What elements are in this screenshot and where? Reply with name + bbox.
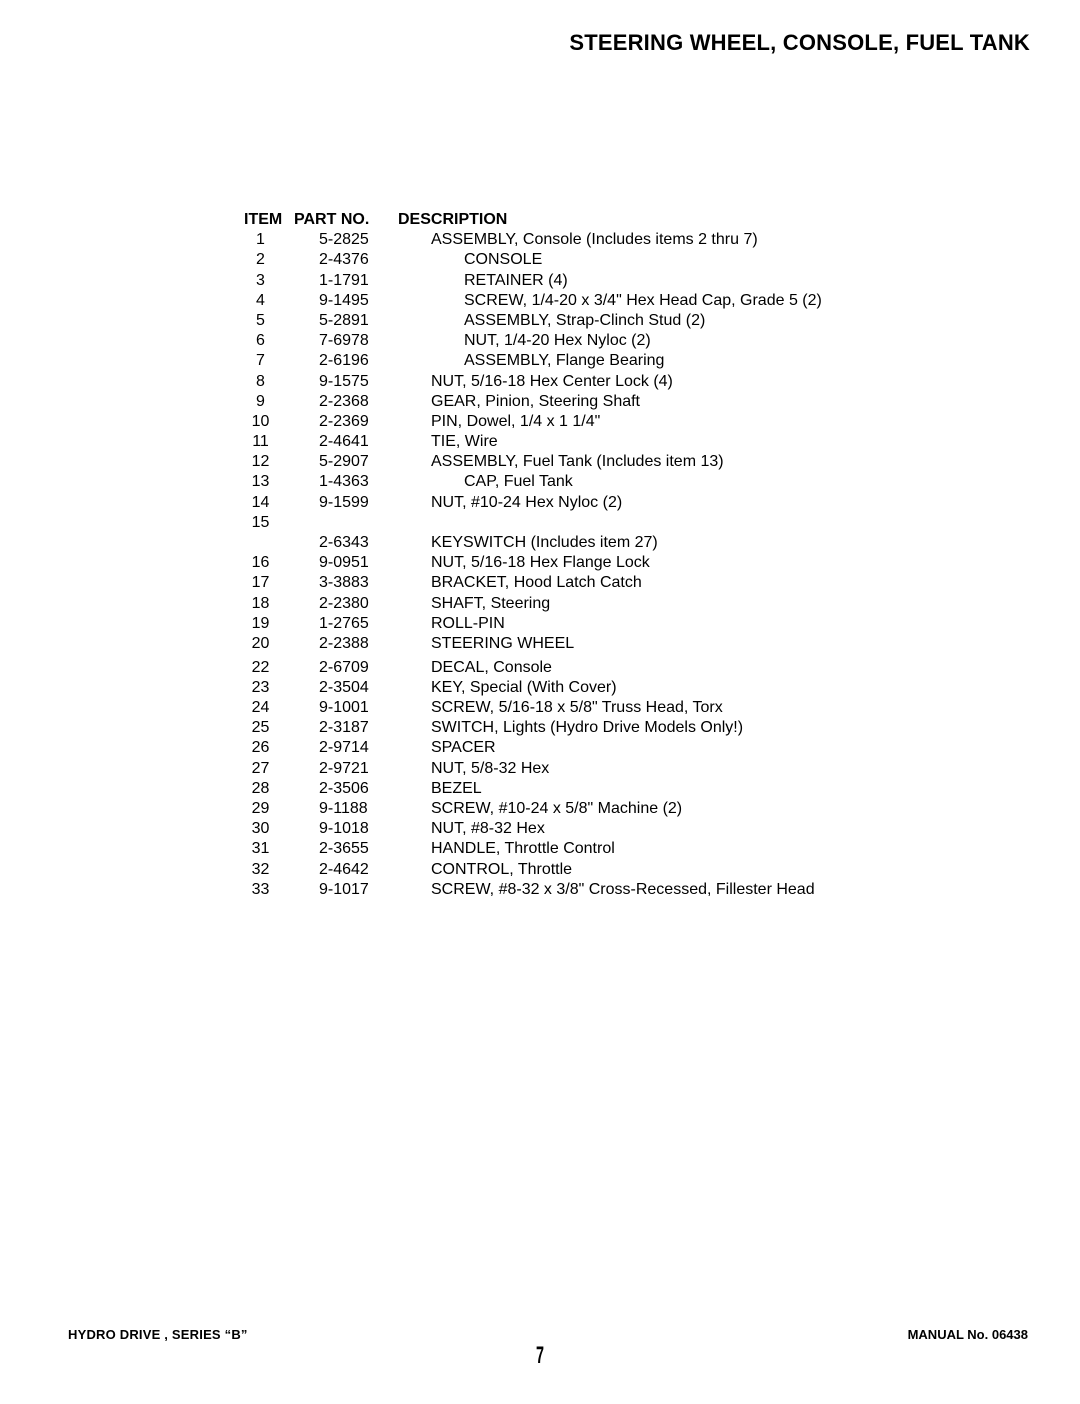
part-number: 2-6196 (319, 352, 369, 370)
header-description: DESCRIPTION (398, 211, 508, 228)
table-row (244, 533, 864, 553)
part-number (277, 513, 384, 533)
table-row (244, 819, 864, 839)
table-row (244, 271, 864, 291)
table-row (244, 738, 864, 758)
part-number: 9-1017 (319, 880, 369, 898)
part-number: 2-6343 (319, 534, 369, 551)
item-number: 6 (256, 332, 265, 350)
table-row (244, 291, 864, 311)
part-description: CONTROL, Throttle (431, 860, 573, 878)
part-number: 1-1791 (319, 271, 369, 289)
part-description: NUT, 1/4-20 Hex Nyloc (2) (464, 332, 651, 350)
table-row (244, 351, 864, 371)
part-description: NUT, #10-24 Hex Nyloc (2) (431, 493, 623, 511)
part-number: 2-6709 (319, 658, 369, 676)
part-number: 2-2388 (319, 634, 369, 652)
table-header (244, 210, 864, 230)
part-description: SHAFT, Steering (431, 594, 551, 612)
table-row (244, 658, 864, 678)
footer-series: HYDRO DRIVE , SERIES “B” (68, 1327, 248, 1342)
item-number: 10 (251, 412, 270, 430)
part-description: TIE, Wire (431, 433, 498, 451)
item-number: 3 (256, 271, 265, 289)
part-number: 2-4641 (319, 433, 369, 451)
table-row (244, 759, 864, 779)
header-part-no: PART NO. (294, 211, 370, 228)
table-row (244, 331, 864, 351)
part-number: 3-3883 (319, 574, 369, 592)
part-description: DECAL, Console (431, 658, 552, 676)
part-number: 2-2368 (319, 392, 369, 410)
part-description: SCREW, 5/16-18 x 5/8" Truss Head, Torx (431, 699, 723, 716)
item-number: 28 (251, 779, 270, 797)
part-description: KEY, Special (With Cover) (431, 678, 617, 696)
part-description: ASSEMBLY, Fuel Tank (Includes item 13) (431, 453, 724, 471)
part-number: 9-1599 (319, 493, 369, 511)
table-row (244, 493, 864, 513)
part-number: 9-0951 (319, 554, 369, 572)
table-row (244, 860, 864, 880)
table-row (244, 230, 864, 250)
parts-table (244, 210, 864, 900)
part-number: 2-3187 (319, 719, 369, 737)
item-number: 23 (251, 678, 270, 696)
part-number: 2-2369 (319, 412, 369, 430)
table-row (244, 412, 864, 432)
item-number: 5 (256, 311, 265, 329)
table-row (244, 880, 864, 900)
item-number: 33 (251, 880, 270, 898)
item-number: 14 (251, 493, 270, 511)
part-number: 2-4642 (319, 860, 369, 878)
table-row (244, 779, 864, 799)
part-description (384, 513, 431, 533)
page-number: 7 (536, 1342, 545, 1369)
table-row (244, 839, 864, 859)
item-number: 20 (251, 634, 270, 652)
item-number: 9 (256, 392, 265, 410)
header-item: ITEM (244, 211, 283, 228)
table-body (244, 230, 864, 900)
table-row (244, 432, 864, 452)
part-description: SCREW, 1/4-20 x 3/4" Hex Head Cap, Grade 5 (2) (464, 291, 822, 309)
table-row (244, 472, 864, 492)
part-description: ASSEMBLY, Console (Includes items 2 thru 7) (431, 231, 758, 249)
item-number: 25 (251, 719, 270, 737)
item-number: 24 (251, 699, 270, 716)
part-description: BRACKET, Hood Latch Catch (431, 574, 642, 592)
table-row (244, 678, 864, 698)
item-number: 12 (251, 453, 270, 471)
item-number: 11 (252, 433, 269, 451)
item-number: 29 (251, 799, 270, 817)
item-number: 26 (251, 739, 270, 757)
table-row (244, 392, 864, 412)
part-description: NUT, #8-32 Hex (431, 820, 545, 838)
page-title: STEERING WHEEL, CONSOLE, FUEL TANK (569, 30, 1030, 55)
table-row (244, 573, 864, 593)
part-number: 7-6978 (319, 332, 369, 350)
table-row (244, 614, 864, 634)
item-number: 31 (251, 840, 270, 858)
item-number: 1 (256, 231, 265, 249)
part-description: SWITCH, Lights (Hydro Drive Models Only!) (431, 719, 744, 737)
table-row (244, 311, 864, 331)
part-number: 2-2380 (319, 594, 369, 612)
part-description: ROLL-PIN (431, 614, 505, 632)
item-number: 16 (251, 554, 270, 572)
part-description: PIN, Dowel, 1/4 x 1 1/4" (431, 412, 601, 430)
part-description: SPACER (431, 739, 496, 757)
item-number: 18 (251, 594, 270, 612)
item-number: 27 (251, 759, 270, 777)
footer-manual-number: MANUAL No. 06438 (907, 1327, 1028, 1342)
item-number: 2 (256, 251, 265, 269)
item-number: 30 (251, 820, 270, 838)
part-description: GEAR, Pinion, Steering Shaft (431, 392, 640, 410)
table-row (244, 250, 864, 270)
part-number: 9-1495 (319, 291, 369, 309)
part-number: 1-4363 (319, 473, 369, 491)
part-description: BEZEL (431, 779, 482, 797)
part-description: STEERING WHEEL (431, 634, 575, 652)
item-number: 4 (256, 291, 265, 309)
table-row (244, 799, 864, 819)
part-number: 2-3506 (319, 779, 369, 797)
part-number: 9-1575 (319, 372, 369, 390)
part-number: 9-1001 (319, 699, 369, 716)
table-row (244, 634, 864, 654)
table-row (244, 594, 864, 614)
part-number: 5-2907 (319, 453, 369, 471)
item-number: 22 (251, 658, 270, 676)
part-description: ASSEMBLY, Strap-Clinch Stud (2) (464, 311, 706, 329)
part-number: 2-9721 (319, 759, 369, 777)
part-number: 1-2765 (319, 614, 369, 632)
part-number: 9-1018 (319, 820, 369, 838)
part-number: 9-1188 (319, 799, 368, 817)
part-description: CAP, Fuel Tank (464, 473, 573, 491)
part-description: RETAINER (4) (464, 271, 568, 289)
part-description: SCREW, #10-24 x 5/8" Machine (2) (431, 799, 683, 817)
part-description: NUT, 5/16-18 Hex Center Lock (4) (431, 372, 673, 390)
item-number: 13 (251, 473, 270, 491)
table-row (244, 698, 864, 718)
table-row (244, 718, 864, 738)
item-number: 7 (256, 352, 265, 370)
part-number: 2-3504 (319, 678, 369, 696)
table-row (244, 513, 864, 533)
part-description: HANDLE, Throttle Control (431, 840, 615, 858)
part-number: 2-4376 (319, 251, 369, 269)
table-row (244, 372, 864, 392)
item-number: 15 (251, 513, 270, 531)
part-description: ASSEMBLY, Flange Bearing (464, 352, 665, 370)
table-row (244, 452, 864, 472)
part-number: 2-3655 (319, 840, 369, 858)
part-description: NUT, 5/16-18 Hex Flange Lock (431, 554, 650, 572)
table-row (244, 553, 864, 573)
item-number: 17 (251, 574, 270, 592)
part-description: NUT, 5/8-32 Hex (431, 759, 550, 777)
part-description: SCREW, #8-32 x 3/8" Cross-Recessed, Fillester Head (431, 880, 815, 898)
part-number: 2-9714 (319, 739, 369, 757)
item-number: 8 (256, 372, 265, 390)
part-description: CONSOLE (464, 251, 543, 269)
item-number: 32 (251, 860, 270, 878)
part-number: 5-2891 (319, 311, 369, 329)
part-description: KEYSWITCH (Includes item 27) (431, 534, 658, 551)
item-number (244, 533, 277, 553)
item-number: 19 (251, 614, 270, 632)
part-number: 5-2825 (319, 231, 369, 249)
